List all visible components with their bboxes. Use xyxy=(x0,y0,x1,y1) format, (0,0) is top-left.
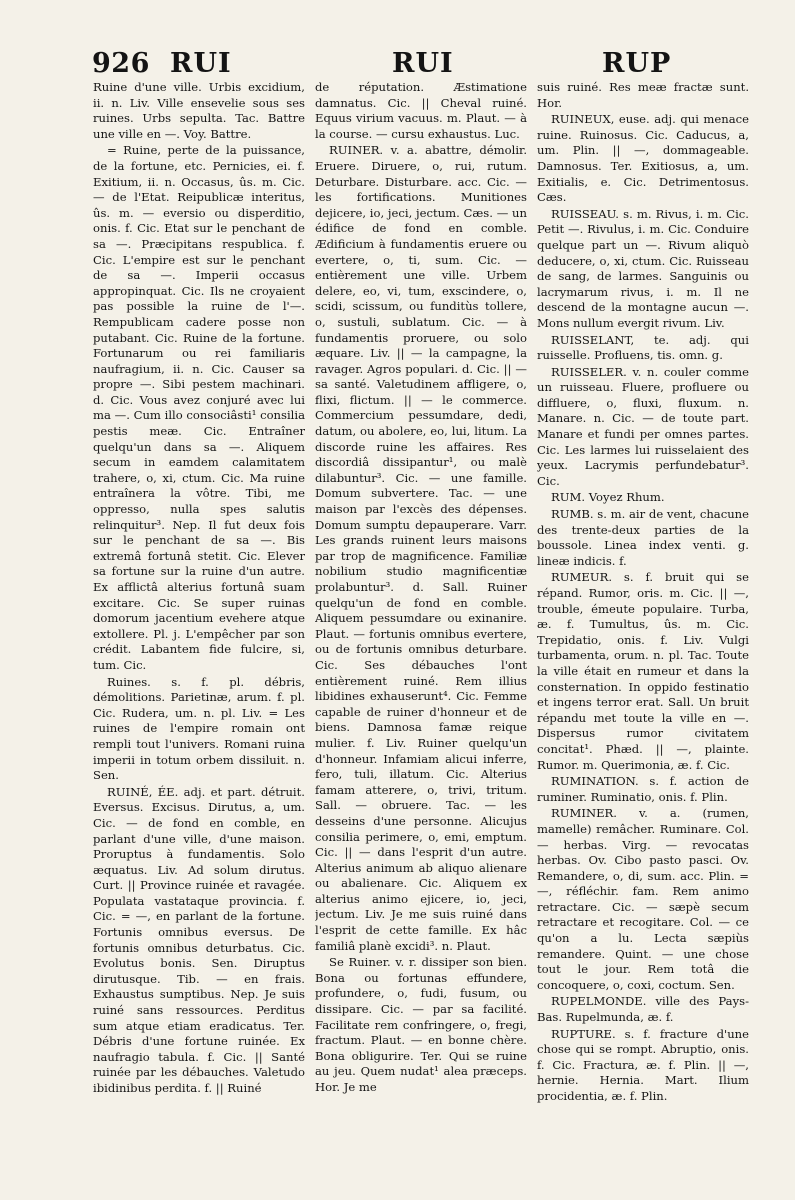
running-header xyxy=(92,48,752,84)
guide-word-center: RUI xyxy=(392,48,454,79)
dictionary-entry: de réputation. Æstimatione damnatus. Cic. || Cheval ruiné. Equus virium vacuus. m. Plaut. — à la course. — cursu exhaustus. Luc. xyxy=(315,80,527,141)
dictionary-entry: RUISSELER. v. n. couler comme un ruisseau. Fluere, profluere ou diffluere, o, fluxi, fluxum. n. Manare. n. Cic. — de toute part. Manare et fundi per omnes partes. Cic. Les larmes lui ruisselaient des yeux. Lacrymis perfundebatur³. Cic. xyxy=(537,364,749,488)
dictionary-entry: RUMINER. v. a. (rumen, mamelle) remâcher. Ruminare. Col. — herbas. Virg. — revocatas herbas. Ov. Cibo pasto pasci. Ov. Remandere, o, di, sum. acc. Plin. = —, réfléchir. fam. Rem animo retractare. Cic. — sæpè secum retractare et recogitare. Col. — ce qu'on a lu. Lecta sæpiùs remandere. Quint. — une chose tout le jour. Rem totâ die concoquere, o, coxi, coctum. Sen. xyxy=(537,806,749,992)
dictionary-entry: RUINER. v. a. abattre, démolir. Eruere. Diruere, o, rui, rutum. Deturbare. Disturbare. acc. Cic. — les fortifications. Munitiones dejicere, io, jeci, jectum. Cæs. — un édifice de fond en comble. Ædificium à fundamentis eruere ou evertere, o, ti, sum. Cic. — entièrement une ville. Urbem delere, eo, vi, tum, exscindere, o, scidi, scissum, ou funditùs tollere, o, sustuli, sublatum. Cic. — à fundamentis proruere, ou solo æquare. Liv. || — la campagne, la ravager. Agros populari. d. Cic. || — sa santé. Valetudinem affligere, o, flixi, flictum. || — le commerce. Commercium pessumdare, dedi, datum, ou abolere, eo, lui, litum. La discorde ruine les affaires. Res discordiâ dissipantur¹, ou malè dilabuntur³. Cic. — une famille. Domum subvertere. Tac. — une maison par l'excès des dépenses. Domum sumptu depauperare. Varr. Les grands ruinent leurs maisons par trop de magnificence. Familiæ nobilium studio magnificentiæ prolabuntur³. d. Sall. Ruiner quelqu'un de fond en comble. Aliquem pessumdare ou exinanire. Plaut. — fortunis omnibus evertere, ou de fortunis omnibus deturbare. Cic. Ses débauches l'ont entièrement ruiné. Rem illius libidines exhauserunt⁴. Cic. Femme capable de ruiner d'honneur et de biens. Damnosa famæ reique mulier. f. Liv. Ruiner quelqu'un d'honneur. Infamiam alicui inferre, fero, tuli, illatum. Cic. Alterius famam atterere, o, trivi, tritum. Sall. — obruere. Tac. — les desseins d'une personne. Alicujus consilia perimere, o, emi, emptum. Cic. || — dans l'esprit d'un autre. Alterius animum ab aliquo alienare ou abalienare. Cic. Aliquem ex alterius animo ejicere, io, jeci, jectum. Liv. Je me suis ruiné dans l'esprit de cette famille. Ex hâc familiâ planè excidi³. n. Plaut. xyxy=(315,143,527,953)
dictionary-entry: Se Ruiner. v. r. dissiper son bien. Bona ou fortunas effundere, profundere, o, fudi, fusum, ou dissipare. Cic. — par sa facilité. Facilitate rem confringere, o, fregi, fractum. Plaut. — en bonne chère. Bona obligurire. Ter. Qui se ruine au jeu. Quem nudat¹ alea præceps. Hor. Je me xyxy=(315,955,527,1094)
column-center xyxy=(315,80,527,1170)
dictionary-entry: RUM. Voyez Rhum. xyxy=(551,490,665,505)
dictionary-entry: Ruine d'une ville. Urbis excidium, ii. n. Liv. Ville ensevelie sous ses ruines. Urbs sepulta. Tac. Battre une ville en —. Voy. Battre. xyxy=(93,80,305,141)
guide-word-left: RUI xyxy=(170,48,232,79)
dictionary-entry: suis ruiné. Res meæ fractæ sunt. Hor. xyxy=(537,80,749,110)
dictionary-entry: RUMEUR. s. f. bruit qui se répand. Rumor, oris. m. Cic. || —, trouble, émeute populaire. Turba, æ. f. Tumultus, ûs. m. Cic. Trepidatio, onis. f. Liv. Vulgi turbamenta, orum. n. pl. Tac. Toute la ville était en rumeur et dans la consternation. In oppido festinatio et ingens terror erat. Sall. Un bruit répandu met toute la ville en —. Dispersus rumor civitatem concitat¹. Phæd. || —, plainte. Rumor. m. Querimonia, æ. f. Cic. xyxy=(537,570,749,772)
dictionary-entry: RUMINATION. s. f. action de ruminer. Ruminatio, onis. f. Plin. xyxy=(537,774,749,804)
dictionary-entry: Ruines. s. f. pl. débris, démolitions. Parietinæ, arum. f. pl. Cic. Rudera, um. n. pl. Liv. = Les ruines de l'empire romain ont rempli tout l'univers. Romani ruina imperii in totum orbem dissiluit. n. Sen. xyxy=(93,674,305,783)
dictionary-entry: = Ruine, perte de la puissance, de la fortune, etc. Pernicies, ei. f. Exitium, ii. n. Occasus, ûs. m. Cic. — de l'Etat. Reipublicæ interitus, ûs. m. — eversio ou disperditio, onis. f. Cic. Etat sur le penchant de sa —. Præcipitans respublica. f. Cic. L'empire est sur le penchant de sa —. Imperii occasus appropinquat. Cic. Ils ne croyaient pas possible la ruine de l'—. Rempublicam cadere posse non putabant. Cic. Ruine de la fortune. Fortunarum ou rei familiaris naufragium, ii. n. Cic. Causer sa propre —. Sibi pestem machinari. d. Cic. Vous avez conjuré avec lui ma —. Cum illo consociâsti¹ consilia pestis meæ. Cic. Entraîner quelqu'un dans sa —. Aliquem secum in eamdem calamitatem trahere, o, xi, ctum. Cic. Ma ruine entraînera la vôtre. Tibi, me oppresso, nulla spes salutis relinquitur³. Nep. Il fut deux fois sur le penchant de sa —. Bis extremâ fortunâ stetit. Cic. Elever sa fortune sur la ruine d'un autre. Ex afflictâ alterius fortunâ suam excitare. Cic. Se super ruinas domorum jacentium evehere atque extollere. Pl. j. L'empêcher par son crédit. Labantem fide fulcire, si, tum. Cic. xyxy=(93,143,305,672)
dictionary-entry: RUINEUX, euse. adj. qui menace ruine. Ruinosus. Cic. Caducus, a, um. Plin. || —, dommageable. Damnosus. Ter. Exitiosus, a, um. Exitialis, e. Cic. Detrimentosus. Cæs. xyxy=(537,112,749,205)
dictionary-entry: RUPELMONDE. ville des Pays-Bas. Rupelmunda, æ. f. xyxy=(537,994,749,1025)
dictionary-entry: RUISSEAU. s. m. Rivus, i. m. Cic. Petit —. Rivulus, i. m. Cic. Conduire quelque part un —. Rivum aliquò deducere, o, xi, ctum. Cic. Ruisseau de sang, de larmes. Sanguinis ou lacrymarum rivus, i. m. Il ne descend de la montagne aucun —. Mons nullum evergit rivum. Liv. xyxy=(537,206,749,330)
column-right xyxy=(537,80,749,1170)
dictionary-entry: RUISSELANT, te. adj. qui ruisselle. Profluens, tis. omn. g. xyxy=(537,332,749,363)
page-number: 926 xyxy=(92,48,150,79)
dictionary-entry: RUPTURE. s. f. fracture d'une chose qui se rompt. Abruptio, onis. f. Cic. Fractura, æ. f. Plin. || —, hernie. Hernia. Mart. Ilium procidentia, æ. f. Plin. xyxy=(537,1026,749,1103)
column-left xyxy=(93,80,305,1170)
guide-word-right: RUP xyxy=(602,48,672,79)
text-columns xyxy=(93,80,750,1170)
dictionary-entry: RUMB. s. m. air de vent, chacune des trente-deux parties de la boussole. Linea index venti. g. lineæ indicis. f. xyxy=(537,507,749,568)
dictionary-entry: RUINÉ, ÉE. adj. et part. détruit. Eversus. Excisus. Dirutus, a, um. Cic. — de fond en comble, en parlant d'une ville, d'une maison. Proruptus à fundamentis. Solo æquatus. Liv. Ad solum dirutus. Curt. || Province ruinée et ravagée. Populata vastataque provincia. f. Cic. = —, en parlant de la fortune. Fortunis omnibus eversus. De fortunis omnibus deturbatus. Cic. Evolutus bonis. Sen. Diruptus dirutusque. Tib. — en frais. Exhaustus sumptibus. Nep. Je suis ruiné sans ressources. Perditus sum atque etiam eradicatus. Ter. Débris d'une fortune ruinée. Ex naufragio tabula. f. Cic. || Santé ruinée par les débauches. Valetudo ibidinibus perdita. f. || Ruiné xyxy=(93,784,305,1095)
